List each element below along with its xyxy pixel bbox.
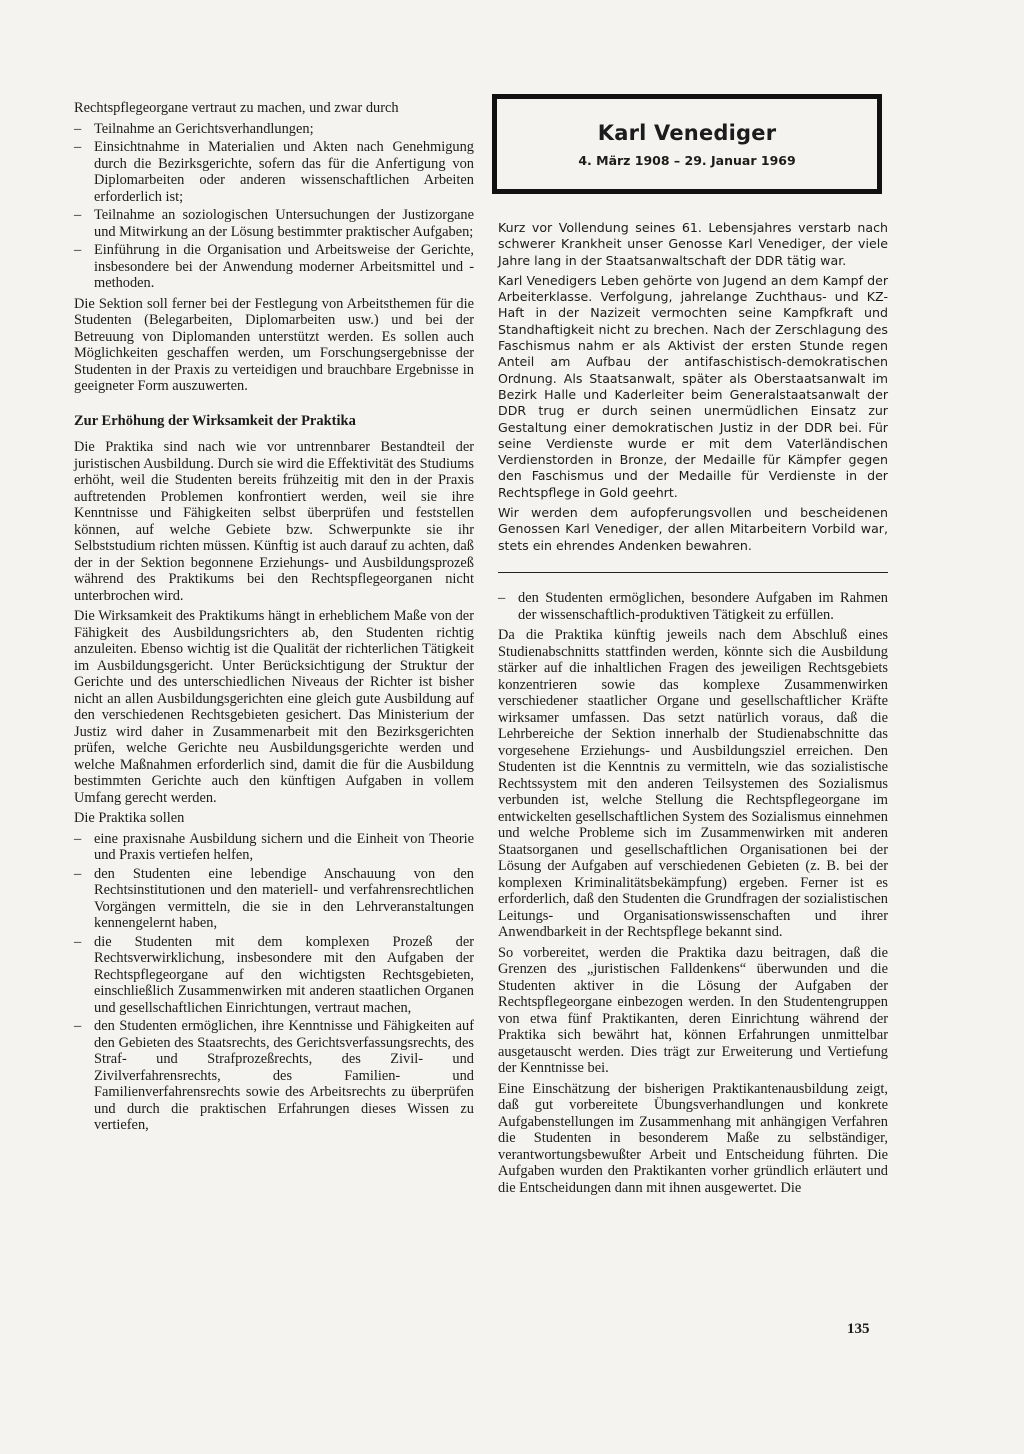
obituary-dates: 4. März 1908 – 29. Januar 1969 xyxy=(578,153,796,168)
page-number: 135 xyxy=(847,1321,870,1337)
list-item: – Teilnahme an Gerichtsverhandlungen; xyxy=(74,121,474,138)
section-paragraph: Die Praktika sollen xyxy=(74,810,185,826)
obituary-title-box xyxy=(492,94,882,194)
section-paragraph: Die Praktika sind nach wie vor untrennbarer Bestandteil der juristischen Ausbildung. Durch sie wird die Effektivität des Studiums erhöht, weil die Studenten bereits frühzeitig mit den in der Praxis auftretenden Problemen konfrontiert werden, weil sie ihre Kenntnisse und Fähigkeiten selbst überprüfen und feststellen können, auf welche Gebiete bzw. Schwerpunkte sie ihr Selbststudium richten müssen. Künftig ist auch darauf zu achten, daß der in der Sektion begonnene Erziehungs- und Ausbildungsprozeß während des Praktikums bei den Rechtspflegeorganen nicht unterbrochen wird. xyxy=(74,439,474,604)
section-heading: Zur Erhöhung der Wirksamkeit der Praktika xyxy=(74,412,356,429)
section-paragraph: So vorbereitet, werden die Praktika dazu beitragen, daß die Grenzen des „juristischen Falldenkens“ überwunden und die Studenten aktiver in die Lösung der Aufgaben der Rechtspflegeorgane einbezogen werden. In den Studentengruppen von etwa fünf Praktikanten, deren Einrichtung während der Praktika sich bewährt hat, können Erfahrungen unmittelbar ausgetauscht werden. Dies trägt zur Erweiterung und Vertiefung der Kenntnisse bei. xyxy=(498,944,888,1076)
obituary-paragraph: Wir werden dem aufopferungsvollen und bescheidenen Genossen Karl Venediger, der allen Mitarbeitern Vorbild war, stets ein ehrendes Andenken bewahren. xyxy=(498,505,888,553)
divider xyxy=(498,572,888,573)
obituary-name: Karl Venediger xyxy=(597,121,777,145)
participation-list xyxy=(74,121,474,292)
list-item: – Teilnahme an soziologischen Untersuchungen der Justizorgane und Mitwirkung an der Lösung bestimmter praktischer Aufgaben; xyxy=(74,207,474,240)
list-item: – den Studenten ermöglichen, besondere Aufgaben im Rahmen der wissenschaftlich-produktiven Tätigkeit zu erfüllen. xyxy=(498,590,888,623)
praktika-goals-list-continued xyxy=(498,590,888,623)
obituary-paragraph: Kurz vor Vollendung seines 61. Lebensjahres verstarb nach schwerer Krankheit unser Genosse Karl Venediger, der viele Jahre lang in der Staatsanwaltschaft der DDR tätig war. xyxy=(498,220,888,268)
list-item: – den Studenten ermöglichen, ihre Kenntnisse und Fähigkeiten auf den Gebieten des Staatsrechts, des Gerichtsverfassungsrechts, des Straf- und Strafprozeßrechts, des Zivil- und Zivilverfahrensrechts, des Familien- und Familienverfahrensrechts sowie des Arbeitsrechts zu überprüfen und durch die praktischen Erfahrungen dieses Wissen zu vertiefen, xyxy=(74,1018,474,1134)
list-item: – Einführung in die Organisation und Arbeitsweise der Gerichte, insbesondere bei der Anwendung moderner Arbeitsmittel und -methoden. xyxy=(74,242,474,292)
list-item: – Einsichtnahme in Materialien und Akten nach Genehmigung durch die Bezirksgerichte, sofern das für die Anfertigung von Diplomarbeiten oder anderen wissenschaftlichen Arbeiten erforderlich ist; xyxy=(74,139,474,205)
left-column xyxy=(74,100,474,1138)
list-item: – den Studenten eine lebendige Anschauung von den Rechtsinstitutionen und den materiell- und verfahrensrechtlichen Vorgängen vermitteln, die sie in den Lehrveranstaltungen kennengelernt haben, xyxy=(74,866,474,932)
obituary-text xyxy=(498,220,888,558)
list-item: – die Studenten mit dem komplexen Prozeß der Rechtsverwirklichung, insbesondere mit den Aufgaben der Rechtspflegeorgane auf den wichtigsten Rechtsgebieten, einschließlich Zusammenwirken mit anderen staatlichen Organen und gesellschaftlichen Einrichtungen, vertraut machen, xyxy=(74,934,474,1017)
section-paragraph: Die Sektion soll ferner bei der Festlegung von Arbeitsthemen für die Studenten (Belegarbeiten, Diplomarbeiten usw.) und bei der Betreuung von Diplomanden unterstützt werden. Es sollen auch Möglichkeiten geschaffen werden, um Forschungsergebnisse der Studenten in der Praxis zu verteidigen und brauchbare Ergebnisse in geeigneter Form auszuwerten. xyxy=(74,295,474,394)
section-paragraph: Da die Praktika künftig jeweils nach dem Abschluß eines Studienabschnitts stattfinden werden, könnte sich die Ausbildung stärker auf die inhaltlichen Fragen des jeweiligen Rechtsgebiets konzentrieren sowie das komplexe Zusammenwirken verschiedener staatlicher Organe und gesellschaftlicher Kräfte wirksamer umfassen. Das setzt natürlich voraus, daß die Lehrbereiche der Sektion innerhalb der Studienabschnitte das vorgesehene Erziehungs- und Ausbildungsziel erreichen. Den Studenten ist die Kenntnis zu vermitteln, wie das sozialistische Rechtssystem mit den anderen Teilsystemen des Sozialismus verbunden ist, welche Stellung die Rechtspflegeorgane im entwickelten gesellschaftlichen System des Sozialismus einnehmen und welche Probleme sich im Zusammenwirken mit anderen Staatsorganen und gesellschaftlichen Organisationen bei der Lösung der Aufgaben auf verschiedenen Gebieten (z. B. bei der komplexen Kriminalitätsbekämpfung) ergeben. Ferner ist es erforderlich, daß den Studenten die Grundfragen der sozialistischen Leitungs- und Organisationswissenschaften und ihrer Anwendbarkeit in der Rechtspflege bekannt sind. xyxy=(498,627,888,940)
obituary-paragraph: Karl Venedigers Leben gehörte von Jugend an dem Kampf der Arbeiterklasse. Verfolgung, jahrelange Zuchthaus- und KZ-Haft in der Nazizeit vermochten seine Kampfkraft und Standhaftigkeit nicht zu brechen. Nach der Zerschlagung des Faschismus nahm er als Aktivist der ersten Stunde regen Anteil am Aufbau der antifaschistisch-demokratischen Ordnung. Als Staatsanwalt, später als Oberstaatsanwalt im Bezirk Halle und Kaderleiter beim Generalstaatsanwalt der DDR trug er durch seinen unermüdlichen Einsatz zur Gestaltung einer demokratischen Justiz in der DDR bei. Für seine Verdienste wurde er mit dem Vaterländischen Verdienstorden in Bronze, der Medaille für Kämpfer gegen den Faschismus und der Medaille für Verdienste in der Rechtspflege in Gold geehrt. xyxy=(498,272,888,500)
intro-paragraph: Rechtspflegeorgane vertraut zu machen, und zwar durch xyxy=(74,100,399,116)
section-paragraph: Eine Einschätzung der bisherigen Praktikantenausbildung zeigt, daß gut vorbereitete Übungsverhandlungen und konkrete Aufgabenstellungen im Zusammenhang mit anhängigen Verfahren die Studenten in besonderem Maße zu selbständiger, verantwortungsbewußter Arbeit und Entscheidung führten. Die Aufgaben wurden den Praktikanten vorher gründlich erläutert und die Entscheidungen dann mit ihnen ausgewertet. Die xyxy=(498,1080,888,1196)
praktika-goals-list xyxy=(74,831,474,1134)
section-paragraph: Die Wirksamkeit des Praktikums hängt in erheblichem Maße von der Fähigkeit des Ausbildungsrichters ab, den Studenten richtig anzuleiten. Ebenso wichtig ist die Qualität der richterlichen Tätigkeit im Ausbildungsgericht. Unter Berücksichtigung der Struktur der Gerichte und des unterschiedlichen Niveaus der Richter ist bisher nicht an allen Ausbildungsgerichten eine gleich gute Ausbildung auf den verschiedenen Rechtsgebieten gesichert. Das Ministerium der Justiz wird daher in Zusammenarbeit mit den Bezirksgerichten prüfen, welche Gerichte neu Ausbildungsgerichte werden und welche Maßnahmen erforderlich sind, damit die für die Ausbildung bestimmten Gerichte auch den künftigen Aufgaben in vollem Umfang gerecht werden. xyxy=(74,608,474,806)
list-item: – eine praxisnahe Ausbildung sichern und die Einheit von Theorie und Praxis vertiefen helfen, xyxy=(74,831,474,864)
right-column xyxy=(498,590,888,1200)
